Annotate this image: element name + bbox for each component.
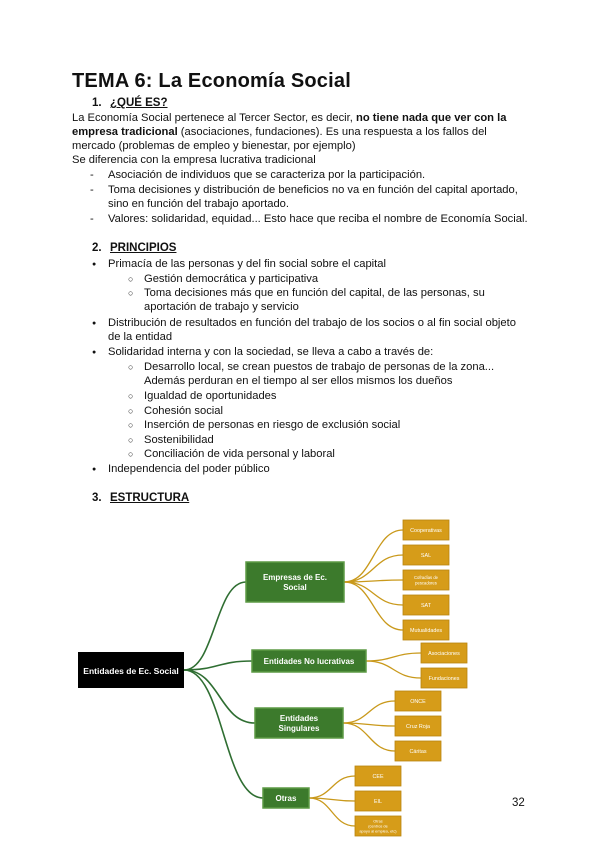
page-title: TEMA 6: La Economía Social (72, 70, 351, 92)
paragraph-line: empresa tradicional (asociaciones, fundaciones). Es una respuesta a los fallos del (72, 126, 487, 138)
leaf-node-label: SAT (420, 603, 432, 609)
leaf-node-label: Mutualidades (409, 628, 443, 634)
bullet-item: ● Distribución de resultados en función del trabajo de los socios o al fin social objeto (108, 316, 516, 330)
sub-bullet-item: ○ Sostenibilidad (144, 433, 214, 447)
bullet-item: ● Solidaridad interna y con la sociedad, se lleva a cabo a través de: (108, 345, 433, 359)
sub-bullet-item: ○ Igualdad de oportunidades (144, 389, 277, 403)
root-node-label: Entidades de Ec. Social (83, 666, 179, 676)
paragraph-line: Se diferencia con la empresa lucrativa tradicional (72, 154, 316, 166)
dash-item: - Valores: solidaridad, equidad... Esto hace que reciba el nombre de Economía Social. (108, 212, 528, 226)
page-number: 32 (512, 797, 525, 809)
branch-node-label: Singulares (278, 724, 320, 733)
section-title: ¿QUÉ ES? (110, 97, 168, 109)
sub-bullet-item: ○ Cohesión social (144, 404, 223, 418)
sub-bullet-item: ○ Conciliación de vida personal y laboral (144, 447, 335, 461)
connector-line (343, 723, 395, 751)
dash-item: - Toma decisiones y distribución de beneficios no va en función del capital aportado, (108, 183, 518, 197)
leaf-node-label: Otras (373, 818, 383, 824)
leaf-node-label: Cáritas (409, 749, 427, 755)
sub-bullet-item: ○ Desarrollo local, se crean puestos de trabajo de personas de la zona... (144, 360, 494, 374)
leaf-node-label: CEE (372, 774, 384, 780)
leaf-node-label: Asociaciones (428, 651, 460, 657)
connector-line (344, 582, 403, 630)
dash-item: - Asociación de individuos que se caracteriza por la participación. (108, 168, 425, 182)
bullet-item: ● Independencia del poder público (108, 462, 270, 476)
connector-line (309, 776, 355, 798)
connector-line (184, 670, 263, 798)
connector-line (366, 661, 421, 678)
leaf-node-label: ONCE (410, 699, 426, 705)
branch-node-label: Otras (275, 794, 297, 803)
leaf-node-label: Cooperativas (410, 528, 442, 534)
branch-node-label: Entidades No lucrativas (263, 657, 355, 666)
sub-bullet-item: ○ Inserción de personas en riesgo de exclusión social (144, 418, 400, 432)
section-number: 3. (92, 492, 102, 504)
leaf-node-label: (centros de (368, 823, 388, 829)
paragraph-line: mercado (problemas de empleo y bienestar, por ejemplo) (72, 140, 356, 152)
leaf-node-label: Fundaciones (428, 676, 460, 682)
connector-line (309, 798, 355, 826)
section-title: PRINCIPIOS (110, 242, 177, 254)
connector-line (184, 582, 246, 670)
leaf-node-label: pescadores (415, 580, 437, 586)
sub-bullet-item: ○ Gestión democrática y participativa (144, 272, 318, 286)
leaf-node-label: Cofradías de (414, 575, 438, 580)
section-title: ESTRUCTURA (110, 492, 190, 504)
section-number: 2. (92, 242, 102, 254)
connector-line (343, 701, 395, 723)
branch-node-label: Social (283, 583, 307, 592)
connector-line (344, 582, 403, 605)
leaf-node-label: apoyo al empleo, etc) (359, 828, 397, 834)
branch-node (255, 708, 343, 738)
dash-item-continuation: sino en función del trabajo aportado. (108, 198, 289, 210)
leaf-node-label: EIL (373, 799, 383, 805)
branch-node (246, 562, 344, 602)
sub-bullet-continuation: aportación de trabajo y servicio (144, 301, 299, 313)
leaf-node-label: SAL (420, 553, 432, 559)
connector-line (184, 670, 255, 723)
connector-line (366, 653, 421, 661)
leaf-node-label: Cruz Roja (406, 724, 430, 730)
bullet-continuation: de la entidad (108, 331, 173, 343)
branch-node-label: Entidades (279, 714, 319, 723)
connector-line (344, 555, 403, 582)
branch-node-label: Empresas de Ec. (262, 573, 328, 582)
paragraph-line: La Economía Social pertenece al Tercer Sector, es decir, no tiene nada que ver con la (72, 112, 507, 124)
sub-bullet-item: ○ Toma decisiones más que en función del capital, de las personas, su (144, 286, 485, 300)
section-number: 1. (92, 97, 102, 109)
sub-bullet-continuation: Además perduran en el tiempo al ser ellos mismos los dueños (144, 375, 453, 387)
bullet-item: ● Primacía de las personas y del fin social sobre el capital (108, 257, 386, 271)
